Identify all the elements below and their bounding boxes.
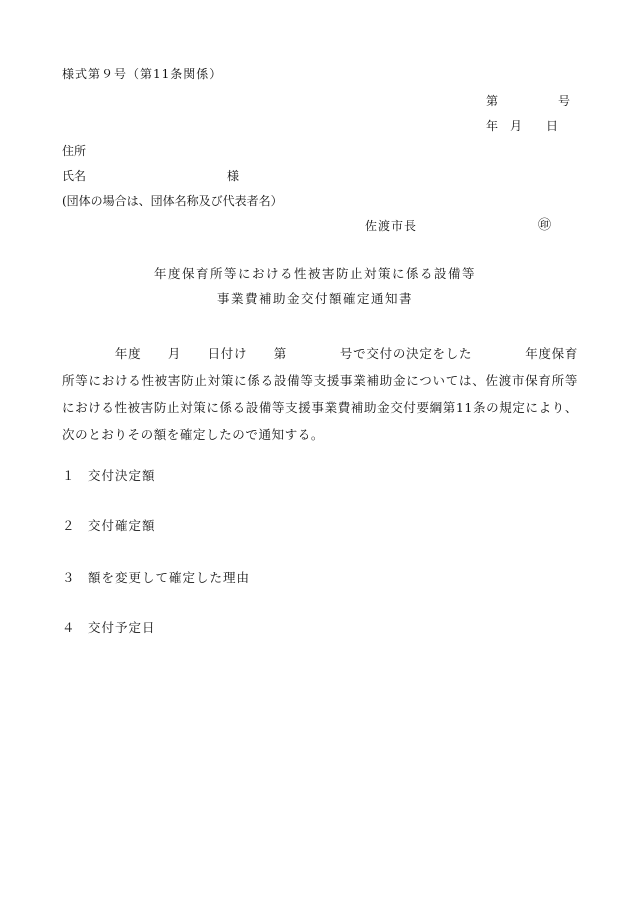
item-label: 交付予定日 xyxy=(88,620,156,635)
item-label: 交付決定額 xyxy=(88,468,156,483)
name-label: 氏名 xyxy=(62,169,87,183)
form-label: 様式第９号（第11条関係） xyxy=(62,67,223,81)
item-label: 交付確定額 xyxy=(88,518,156,533)
body-paragraph: 年度 月 日付け 第 号で交付の決定をした 年度保育所等における性被害防止対策に係る設備等支援事業補助金については、佐渡市保育所等における性被害防止対策に係る設備等支援事業費補助金交付要綱第11条の規定により、次のとおりその額を確定したので通知する。 xyxy=(62,346,578,442)
document-title-line1: 年度保育所等における性被害防止対策に係る設備等 xyxy=(153,266,476,281)
item-number: ３ xyxy=(62,570,76,585)
group-note: (団体の場合は、団体名称及び代表者名） xyxy=(62,194,283,208)
list-item xyxy=(62,468,156,484)
document-title-line2: 事業費補助金交付額確定通知書 xyxy=(216,291,413,306)
address-label: 住所 xyxy=(62,144,87,158)
list-item xyxy=(62,620,156,636)
seal-mark: ㊞ xyxy=(538,218,552,233)
item-number: ４ xyxy=(62,620,76,635)
list-item xyxy=(62,518,156,534)
item-number: １ xyxy=(62,468,76,483)
document-number: 第 号 xyxy=(486,94,571,108)
list-item xyxy=(62,570,250,586)
issuer-title: 佐渡市長 xyxy=(365,219,418,233)
item-number: ２ xyxy=(62,518,76,533)
document-date: 年 月 日 xyxy=(486,119,559,133)
item-label: 額を変更して確定した理由 xyxy=(88,570,251,585)
honorific: 様 xyxy=(227,169,240,183)
